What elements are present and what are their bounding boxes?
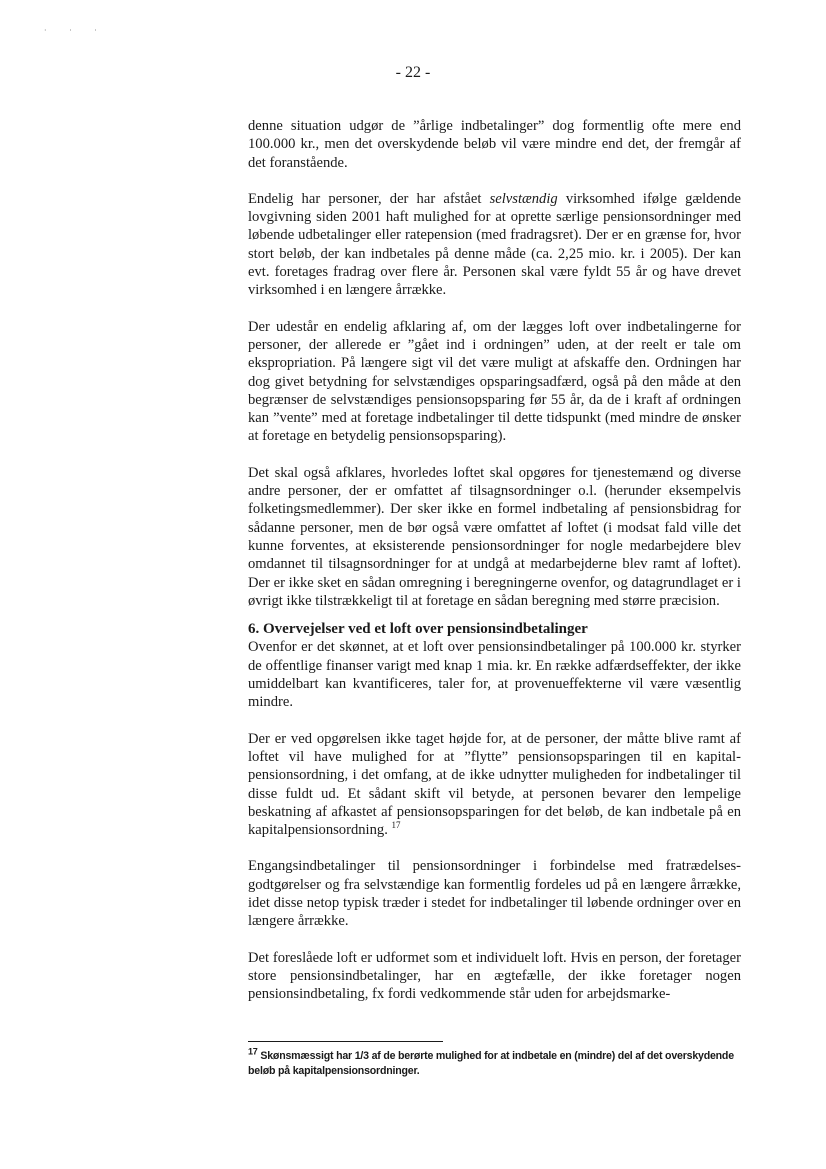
paragraph-1: denne situation udgør de ”årlige indbetalinger” dog formentlig ofte mere end 100.000 kr., men det overskydende beløb vil være mindre end det, der fremgår af det foranstående. — [248, 118, 741, 171]
paragraph-6-text: Der er ved opgørelsen ikke taget højde for, at de personer, der måtte blive ramt af loftet vil have mulighed for at ”flytte” pensionsopsparingen til en kapitalpensionsordning, i det omfang, at de ikke udnytter muligheden for indbetalinger til disse fuldt ud. Et sådant skift vil betyde, at personen bevarer den lempelige beskatning af afkastet af pensionsopsparingen for det beløb, de kan indbetale på en kapitalpensionsordning. — [248, 730, 741, 839]
footnote-text: Skønsmæssigt har 1/3 af de berørte mulighed for at indbetale en (mindre) del af det overskydende beløb på kapitalpensionsordninger. — [248, 1050, 734, 1077]
paragraph-3: Der udestår en endelig afklaring af, om der lægges loft over indbetalingerne for personer, der allerede er ”gået ind i ordningen” uden, at der reelt er tale om ekspropriation. På længere sigt vil det være muligt at afskaffe den. Ordningen har dog givet betydning for selvstændiges opsparingsadfærd, også på den måde at den begrænser de selvstændiges pensionsopsparing før 55 år, da de i kraft af ordningen kan ”vente” med at foretage indbetalinger til dette tidspunkt (med mindre de ønsker at foretage en betydelig pensionsopsparing). — [248, 318, 741, 445]
body-text — [248, 117, 741, 1003]
paragraph-2-start: Endelig har personer, der har afstået — [248, 190, 490, 207]
paragraph-8: Det foreslåede loft er udformet som et individuelt loft. Hvis en person, der foretager store pensionsindbetalinger, har en ægtefælle, der ikke foretager nogen pensionsindbetaling, fx fordi vedkommende står uden for arbejdsmarke- — [248, 949, 741, 1003]
page-number: - 22 - — [395, 64, 431, 81]
footnote — [248, 1046, 748, 1078]
paragraph-4: Det skal også afklares, hvorledes loftet skal opgøres for tjenestemænd og diverse andre personer, der er omfattet af tilsagnsordninger o.l. (herunder eksempelvis folketingsmedlemmer). Der sker ikke en formel indbetaling af pensionsbidrag for sådanne personer, men de bør også være omfattet af loftet (i modsat fald ville det kunne forventes, at eksisterende pensionsordninger for nogle medarbejdere blev omdannet til tilsagnsordninger for at undgå at medarbejderne blev ramt af loftet). Der er ikke sket en sådan omregning i beregningerne ovenfor, og datagrundlaget er i øvrigt ikke tilstrækkeligt til at foretage en sådan beregning med større præcision. — [248, 464, 741, 609]
paragraph-2-rest: virksomhed ifølge gældende lovgivning siden 2001 haft mulighed for at oprette særlige pensionsordninger med løbende udbetalinger eller ratepension (med fradragsret). Der er en grænse for, hvor stort beløb, der kan indbetales på denne måde (ca. 2,25 mio. kr. i 2005). Der kan evt. foretages fradrag over flere år. Personen skal være fyldt 55 år og have drevet virksomhed i en længere årrække. — [248, 190, 742, 299]
paragraph-2 — [248, 190, 741, 300]
paragraph-7: Engangsindbetalinger til pensionsordninger i forbindelse med fratrædelsesgodtgørelser og fra selvstændige kan formentlig fordeles ud på en længere årrække, idet disse netop typisk træder i stedet for indbetalinger til løbende ordninger over en længere årrække. — [248, 858, 741, 930]
footnote-divider — [248, 1041, 443, 1042]
footnote-number: 17 — [248, 1046, 258, 1057]
scan-artifact-marks: · · · — [44, 26, 107, 35]
paragraph-5: Ovenfor er det skønnet, at et loft over pensionsindbetalinger på 100.000 kr. styrker de offentlige finanser varigt med knap 1 mia. kr. En række adfærdseffekter, der ikke umiddelbart kan kvantificeres, taler for, at provenueffekterne vil være væsentlig mindre. — [248, 639, 741, 711]
emphasized-word: selvstændig — [489, 190, 558, 207]
section-heading: 6. Overvejelser ved et loft over pensionsindbetalinger — [248, 621, 588, 638]
footnote-reference[interactable]: 17 — [391, 820, 401, 831]
paragraph-6 — [248, 730, 741, 840]
